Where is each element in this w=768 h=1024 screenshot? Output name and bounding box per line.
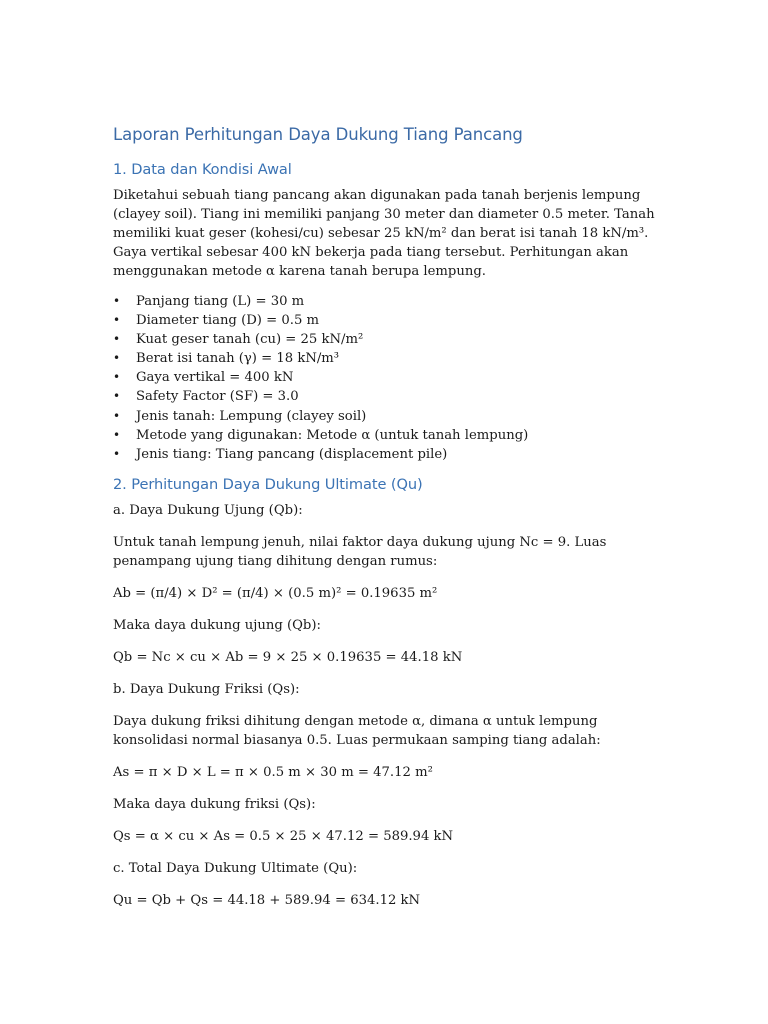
subheading-friction: b. Daya Dukung Friksi (Qs): — [113, 681, 300, 697]
bullet-icon: • — [113, 332, 121, 347]
list-item-text: Diameter tiang (D) = 0.5 m — [136, 313, 320, 329]
list-item — [113, 368, 658, 387]
formula-ab: Ab = (π/4) × D² = (π/4) × (0.5 m)² = 0.19635 m² — [113, 585, 438, 601]
list-item — [113, 349, 658, 368]
formula-qs: Qs = α × cu × As = 0.5 × 25 × 47.12 = 589.94 kN — [113, 828, 454, 844]
section-heading-ultimate: 2. Perhitungan Daya Dukung Ultimate (Qu) — [113, 475, 423, 493]
bullet-icon: • — [113, 294, 121, 308]
bullet-icon: • — [113, 427, 121, 442]
paragraph-friction-intro: Daya dukung friksi dihitung dengan metode α, dimana α untuk lempung konsolidasi normal biasanya 0.5. Luas permukaan samping tiang adalah: — [113, 713, 601, 748]
list-item — [113, 426, 658, 445]
list-item-text: Safety Factor (SF) = 3.0 — [136, 389, 299, 405]
formula-as: As = π × D × L = π × 0.5 m × 30 m = 47.12 m² — [113, 764, 433, 780]
bullet-icon: • — [113, 351, 121, 366]
list-item — [113, 445, 658, 464]
document-title: Laporan Perhitungan Daya Dukung Tiang Pancang — [113, 125, 523, 144]
list-item — [113, 387, 658, 406]
list-item-text: Panjang tiang (L) = 30 m — [136, 294, 305, 309]
document-body — [113, 124, 658, 923]
list-item-text: Gaya vertikal = 400 kN — [136, 370, 294, 386]
list-item — [113, 292, 658, 311]
list-item-text: Berat isi tanah (γ) = 18 kN/m³ — [136, 351, 340, 367]
subheading-total: c. Total Daya Dukung Ultimate (Qu): — [113, 860, 358, 876]
bullet-icon: • — [113, 370, 121, 385]
list-item — [113, 407, 658, 426]
formula-qb: Qb = Nc × cu × Ab = 9 × 25 × 0.19635 = 44.18 kN — [113, 649, 463, 665]
list-item-text: Kuat geser tanah (cu) = 25 kN/m² — [136, 332, 364, 348]
paragraph-friction-result: Maka daya dukung friksi (Qs): — [113, 796, 316, 812]
subheading-end-bearing: a. Daya Dukung Ujung (Qb): — [113, 502, 303, 518]
section-heading-data: 1. Data dan Kondisi Awal — [113, 161, 292, 178]
formula-qu: Qu = Qb + Qs = 44.18 + 589.94 = 634.12 kN — [113, 892, 421, 908]
data-list — [113, 292, 658, 464]
paragraph-end-bearing-intro: Untuk tanah lempung jenuh, nilai faktor daya dukung ujung Nc = 9. Luas penampang ujung tiang dihitung dengan rumus: — [113, 534, 607, 569]
paragraph-end-bearing-result: Maka daya dukung ujung (Qb): — [113, 617, 321, 633]
list-item — [113, 311, 658, 330]
bullet-icon: • — [113, 389, 121, 404]
bullet-icon: • — [113, 408, 121, 423]
bullet-icon: • — [113, 446, 121, 461]
list-item-text: Jenis tanah: Lempung (clayey soil) — [136, 408, 367, 424]
intro-paragraph: Diketahui sebuah tiang pancang akan digunakan pada tanah berjenis lempung (clayey soil). Tiang ini memiliki panjang 30 meter dan diameter 0.5 meter. Tanah memiliki kuat geser (kohesi/cu) sebesar 25 kN/m² dan berat isi tanah 18 kN/m³. Gaya vertikal sebesar 400 kN bekerja pada tiang tersebut. Perhitungan akan menggunakan metode α karena tanah berupa lempung. — [113, 188, 655, 279]
list-item — [113, 330, 658, 349]
bullet-icon: • — [113, 313, 121, 328]
list-item-text: Jenis tiang: Tiang pancang (displacement pile) — [136, 446, 448, 462]
list-item-text: Metode yang digunakan: Metode α (untuk tanah lempung) — [136, 427, 529, 443]
